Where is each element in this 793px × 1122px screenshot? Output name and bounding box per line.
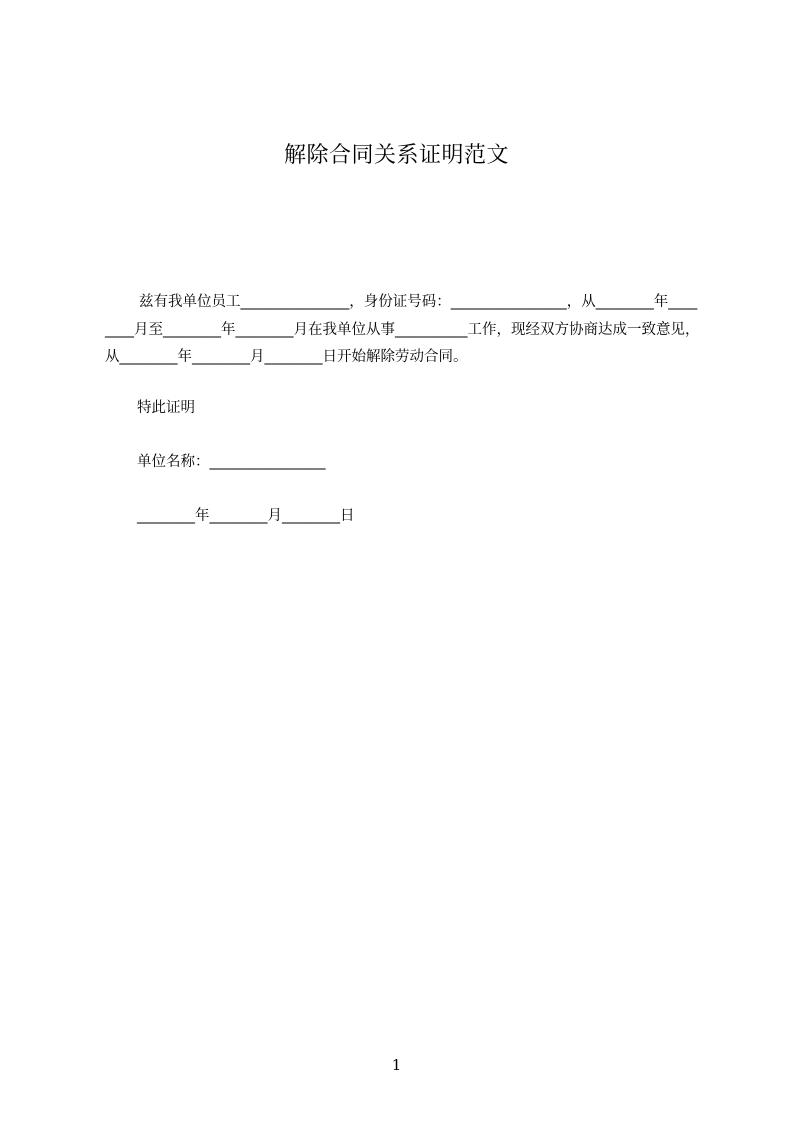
- closing-statement: 特此证明: [137, 400, 195, 416]
- page-number: 1: [391, 1056, 402, 1074]
- date-line: ________年________月________日: [137, 508, 355, 524]
- unit-name-line: 单位名称：________________: [137, 454, 326, 470]
- page-title: 解除合同关系证明范文: [283, 143, 509, 168]
- certificate-body-paragraph: 兹有我单位员工_______________，身份证号码：________________，从________年________月至________年________月在我单位从事__________工作，现经双方协商达成一致意见，从________年________月________日开始解除劳动合同。: [105, 294, 700, 365]
